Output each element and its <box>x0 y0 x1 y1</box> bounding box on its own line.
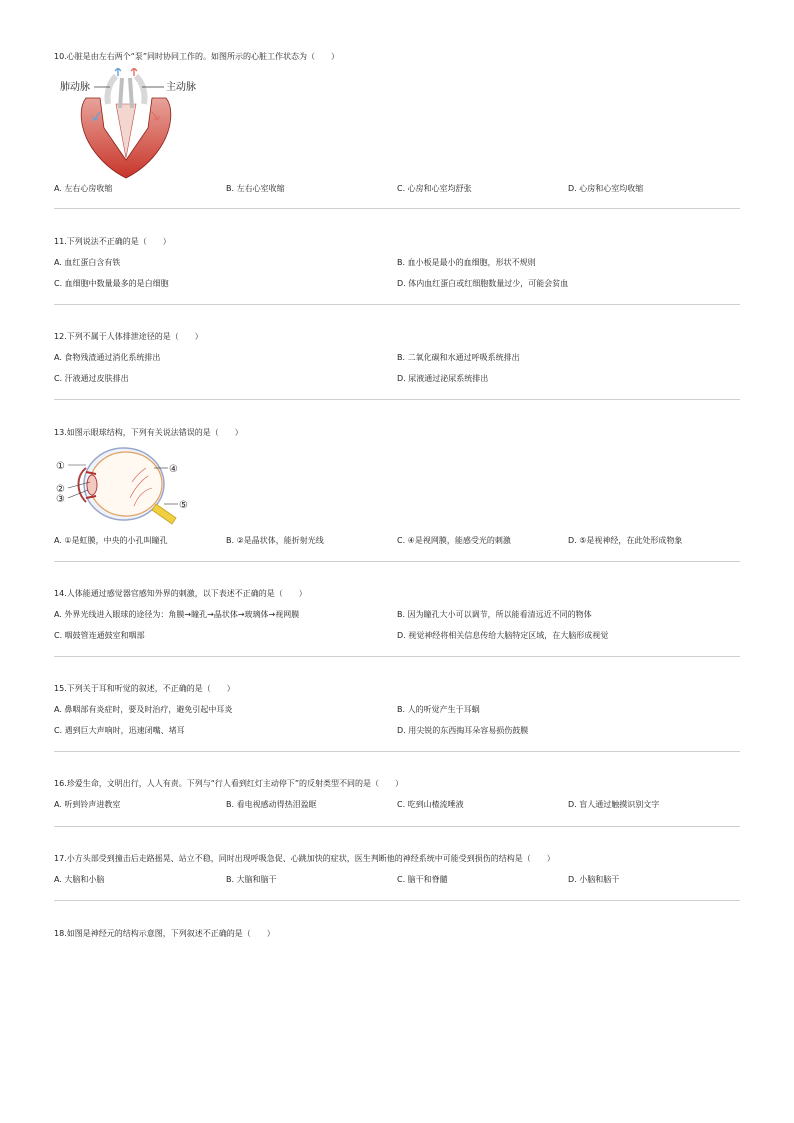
q15-option-c: C. 遇到巨大声响时，迅速闭嘴、堵耳 <box>54 726 185 735</box>
q10-option-d: D. 心房和心室均收缩 <box>568 184 644 193</box>
q15-option-b: B. 人的听觉产生于耳蜗 <box>397 705 480 714</box>
q16-option-c: C. 吃到山楂流唾液 <box>397 800 464 809</box>
q17-option-a: A. 大脑和小脑 <box>54 875 105 884</box>
q13-option-c: C. ④是视网膜，能感受光的刺激 <box>397 536 511 545</box>
q10-option-a: A. 左右心房收缩 <box>54 184 113 193</box>
divider <box>54 751 740 752</box>
question-16-stem: 16.珍爱生命，文明出行，人人有责。下列与“行人看到红灯主动停下”的反射类型不同的是（ ） <box>54 779 404 788</box>
q11-option-b: B. 血小板是最小的血细胞，形状不规则 <box>397 258 536 267</box>
q14-option-d: D. 视觉神经将相关信息传给大脑特定区域，在大脑形成视觉 <box>397 631 609 640</box>
lens <box>87 475 97 495</box>
question-18-stem: 18.如图是神经元的结构示意图，下列叙述不正确的是（ ） <box>54 929 275 938</box>
q12-option-b: B. 二氧化碳和水通过呼吸系统排出 <box>397 353 520 362</box>
arrow-red-up <box>131 68 137 76</box>
label-1: ① <box>56 461 65 472</box>
q15-option-d: D. 用尖锐的东西掏耳朵容易损伤鼓膜 <box>397 726 529 735</box>
divider <box>54 900 740 901</box>
label-4: ④ <box>169 464 178 475</box>
heart-diagram <box>56 68 206 180</box>
q14-option-a: A. 外界光线进入眼球的途径为：角膜→瞳孔→晶状体→玻璃体→视网膜 <box>54 610 300 619</box>
question-15-stem: 15.下列关于耳和听觉的叙述，不正确的是（ ） <box>54 684 235 693</box>
q12-option-d: D. 尿液通过泌尿系统排出 <box>397 374 489 383</box>
q10-option-b: B. 左右心室收缩 <box>226 184 285 193</box>
divider <box>54 304 740 305</box>
label-2: ② <box>56 484 65 495</box>
right-vessel <box>136 76 145 104</box>
center-vessel-right <box>130 78 132 108</box>
divider <box>54 208 740 209</box>
q17-option-c: C. 脑干和脊髓 <box>397 875 448 884</box>
q12-option-c: C. 汗液通过皮肤排出 <box>54 374 129 383</box>
question-12-stem: 12.下列不属于人体排泄途径的是（ ） <box>54 332 203 341</box>
q14-option-c: C. 咽鼓管连通鼓室和咽部 <box>54 631 145 640</box>
q14-option-b: B. 因为瞳孔大小可以调节，所以能看清远近不同的物体 <box>397 610 592 619</box>
q10-option-c: C. 心房和心室均舒张 <box>397 184 472 193</box>
question-17-stem: 17.小方头部受到撞击后走路摇晃、站立不稳，同时出现呼吸急促、心跳加快的症状，医生判断他的神经系统中可能受到损伤的结构是（ ） <box>54 854 555 863</box>
q11-option-d: D. 体内血红蛋白或红细胞数量过少，可能会贫血 <box>397 279 569 288</box>
question-13-stem: 13.如图示眼球结构，下列有关说法错误的是（ ） <box>54 428 243 437</box>
q13-option-b: B. ②是晶状体，能折射光线 <box>226 536 324 545</box>
eyeball-choroid <box>90 452 162 516</box>
divider <box>54 561 740 562</box>
question-10-stem: 10.心脏是由左右两个“泵”同时协同工作的。如图所示的心脏工作状态为（ ） <box>54 52 340 61</box>
question-11-stem: 11.下列说法不正确的是（ ） <box>54 237 171 246</box>
q13-option-d: D. ⑤是视神经，在此处形成物象 <box>568 536 683 545</box>
label-pulmonary-artery: 肺动脉 <box>60 82 90 93</box>
q16-option-d: D. 盲人通过触摸识别文字 <box>568 800 660 809</box>
eye-diagram <box>56 446 196 530</box>
center-vessel-left <box>120 78 122 108</box>
q12-option-a: A. 食物残渣通过消化系统排出 <box>54 353 161 362</box>
divider <box>54 656 740 657</box>
q15-option-a: A. 鼻咽部有炎症时，要及时治疗，避免引起中耳炎 <box>54 705 233 714</box>
label-aorta: 主动脉 <box>166 82 196 93</box>
q17-option-d: D. 小脑和脑干 <box>568 875 620 884</box>
divider <box>54 399 740 400</box>
q11-option-c: C. 血细胞中数量最多的是白细胞 <box>54 279 169 288</box>
left-vessel <box>107 76 116 104</box>
divider <box>54 826 740 827</box>
arrow-blue-up <box>115 68 121 76</box>
q17-option-b: B. 大脑和脑干 <box>226 875 277 884</box>
optic-nerve <box>152 504 176 524</box>
label-5: ⑤ <box>179 500 188 511</box>
q16-option-a: A. 听到铃声进教室 <box>54 800 121 809</box>
q13-option-a: A. ①是虹膜，中央的小孔叫瞳孔 <box>54 536 168 545</box>
q11-option-a: A. 血红蛋白含有铁 <box>54 258 121 267</box>
label-3: ③ <box>56 494 65 505</box>
q16-option-b: B. 看电视感动得热泪盈眶 <box>226 800 317 809</box>
question-14-stem: 14.人体能通过感觉器官感知外界的刺激，以下表述不正确的是（ ） <box>54 589 307 598</box>
